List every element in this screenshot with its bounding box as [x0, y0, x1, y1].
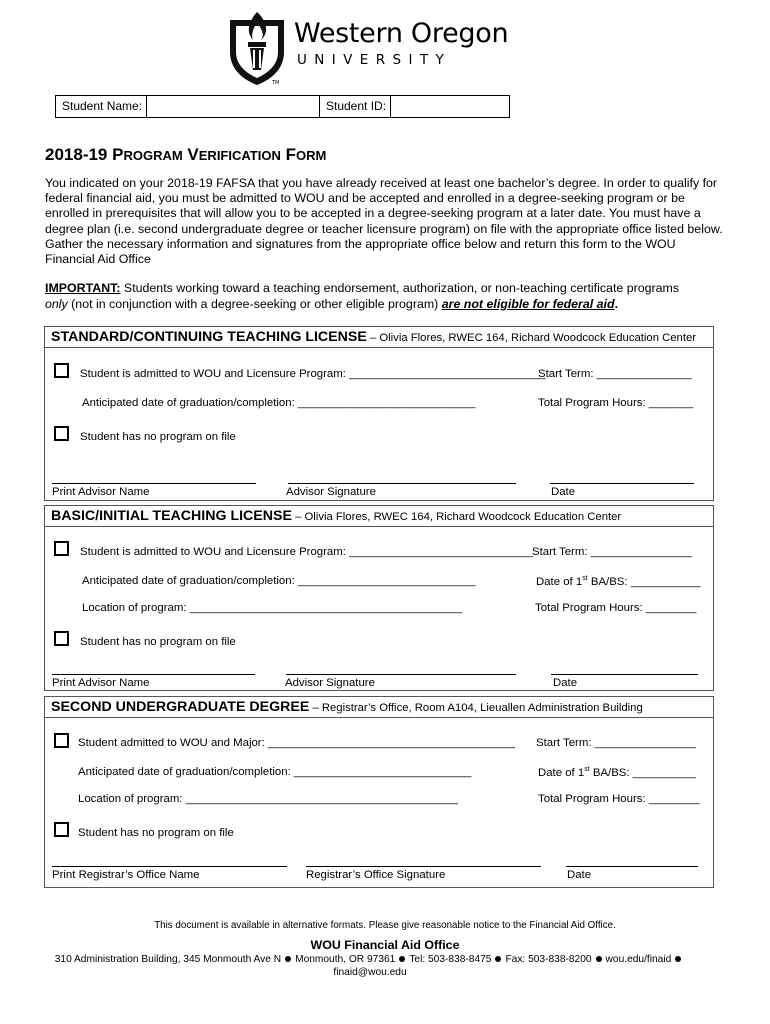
admitted-checkbox[interactable] [54, 363, 69, 378]
no-program-label: Student has no program on file [78, 827, 234, 839]
no-program-checkbox[interactable] [54, 426, 69, 441]
advisor-signature-label: Advisor Signature [285, 677, 375, 689]
student-name-label: Student Name: [56, 96, 147, 117]
section-second-undergraduate [44, 696, 714, 888]
alternative-formats-note: This document is available in alternative formats. Please give reasonable notice to the Financial Aid Office. [154, 920, 616, 931]
office-email[interactable]: finaid@wou.edu [333, 967, 407, 978]
no-program-checkbox[interactable] [54, 631, 69, 646]
signature-line[interactable] [566, 866, 698, 867]
program-hours-line: Total Program Hours: _______ [538, 397, 694, 409]
no-program-label: Student has no program on file [80, 636, 236, 648]
signature-line[interactable] [286, 674, 516, 675]
signature-line[interactable] [288, 483, 516, 484]
signature-line[interactable] [306, 866, 541, 867]
graduation-line: Anticipated date of graduation/completion: ____________________________ [78, 766, 472, 778]
page-title: 2018-19 PROGRAM VERIFICATION FORM [45, 145, 327, 164]
logo-name-line1: Western Oregon [294, 18, 509, 49]
signature-line[interactable] [52, 483, 256, 484]
intro-paragraph: You indicated on your 2018-19 FAFSA that you have already received at least one bachelor’s degree. In order to qualify for federal financial aid, you must be admitted to WOU and be accepted and enrolled in a degree-seeking program or be enrolled in prerequisites that will allow you to be accepted in a degree-seeking program at a later date. You must have a degree plan (i.e. second undergraduate degree or teacher licensure program) on file with the appropriate office listed below. Gather the necessary information and signatures from the appropriate office below and return this form to the WOU Financial Aid Office [45, 176, 723, 267]
torch-shield-icon [226, 8, 288, 86]
program-hours-line: Total Program Hours: ________ [538, 793, 700, 805]
start-term-line: Start Term: ________________ [532, 546, 693, 558]
start-term-line: Start Term: _______________ [538, 368, 692, 380]
section-heading: SECOND UNDERGRADUATE DEGREE – Registrar’s Office, Room A104, Lieuallen Administration Building [45, 697, 713, 718]
admitted-line: Student is admitted to WOU and Licensure Program: _______________________________ [80, 368, 546, 380]
admitted-checkbox[interactable] [54, 541, 69, 556]
no-program-checkbox[interactable] [54, 822, 69, 837]
advisor-signature-label: Advisor Signature [286, 486, 376, 498]
admitted-line: Student admitted to WOU and Major: _______________________________________ [78, 737, 515, 749]
section-standard-license [44, 326, 714, 501]
program-hours-line: Total Program Hours: ________ [535, 602, 697, 614]
date-label: Date [551, 486, 576, 498]
student-id-table [55, 95, 510, 118]
office-address: 310 Administration Building, 345 Monmouth Ave N Monmouth, OR 97361 Tel: 503-838-8475 Fax: 503-838-8200 wou.edu/finaid finaid@wou.edu [50, 953, 690, 979]
registrar-name-label: Print Registrar’s Office Name [52, 869, 200, 881]
admitted-checkbox[interactable] [54, 733, 69, 748]
advisor-name-label: Print Advisor Name [52, 677, 150, 689]
date-label: Date [567, 869, 592, 881]
student-id-field[interactable] [391, 96, 509, 117]
graduation-line: Anticipated date of graduation/completion: ____________________________ [82, 397, 476, 409]
important-note: IMPORTANT: Students working toward a teaching endorsement, authorization, or non-teaching certificate programs only (not in conjunction with a degree-seeking or other eligible program) are not eligible for federal aid. [45, 281, 680, 311]
date-label: Date [553, 677, 578, 689]
location-line: Location of program: ___________________________________________ [78, 793, 459, 805]
graduation-line: Anticipated date of graduation/completion: ____________________________ [82, 575, 476, 587]
start-term-line: Start Term: ________________ [536, 737, 697, 749]
logo-name-line2: UNIVERSITY [297, 52, 452, 68]
signature-line[interactable] [551, 674, 698, 675]
section-heading: BASIC/INITIAL TEACHING LICENSE – Olivia Flores, RWEC 164, Richard Woodcock Education Center [45, 506, 713, 527]
ba-date-line: Date of 1st BA/BS: __________ [538, 766, 697, 779]
advisor-name-label: Print Advisor Name [52, 486, 150, 498]
section-heading: STANDARD/CONTINUING TEACHING LICENSE – Olivia Flores, RWEC 164, Richard Woodcock Education Center [45, 327, 713, 348]
no-program-label: Student has no program on file [80, 431, 236, 443]
office-title: WOU Financial Aid Office [310, 938, 460, 952]
ba-date-line: Date of 1st BA/BS: ___________ [536, 575, 701, 588]
location-line: Location of program: ___________________________________________ [82, 602, 463, 614]
signature-line[interactable] [52, 674, 255, 675]
registrar-signature-label: Registrar’s Office Signature [306, 869, 446, 881]
student-name-field[interactable] [147, 96, 320, 117]
university-logo [224, 8, 514, 86]
bullet-icon [285, 956, 291, 962]
student-id-label: Student ID: [320, 96, 391, 117]
bullet-icon [399, 956, 405, 962]
svg-text:TM: TM [272, 80, 280, 86]
bullet-icon [596, 956, 602, 962]
admitted-line: Student is admitted to WOU and Licensure Program: _____________________________ [80, 546, 533, 558]
bullet-icon [675, 956, 681, 962]
bullet-icon [495, 956, 501, 962]
signature-line[interactable] [52, 866, 287, 867]
signature-line[interactable] [550, 483, 694, 484]
section-basic-license [44, 505, 714, 691]
